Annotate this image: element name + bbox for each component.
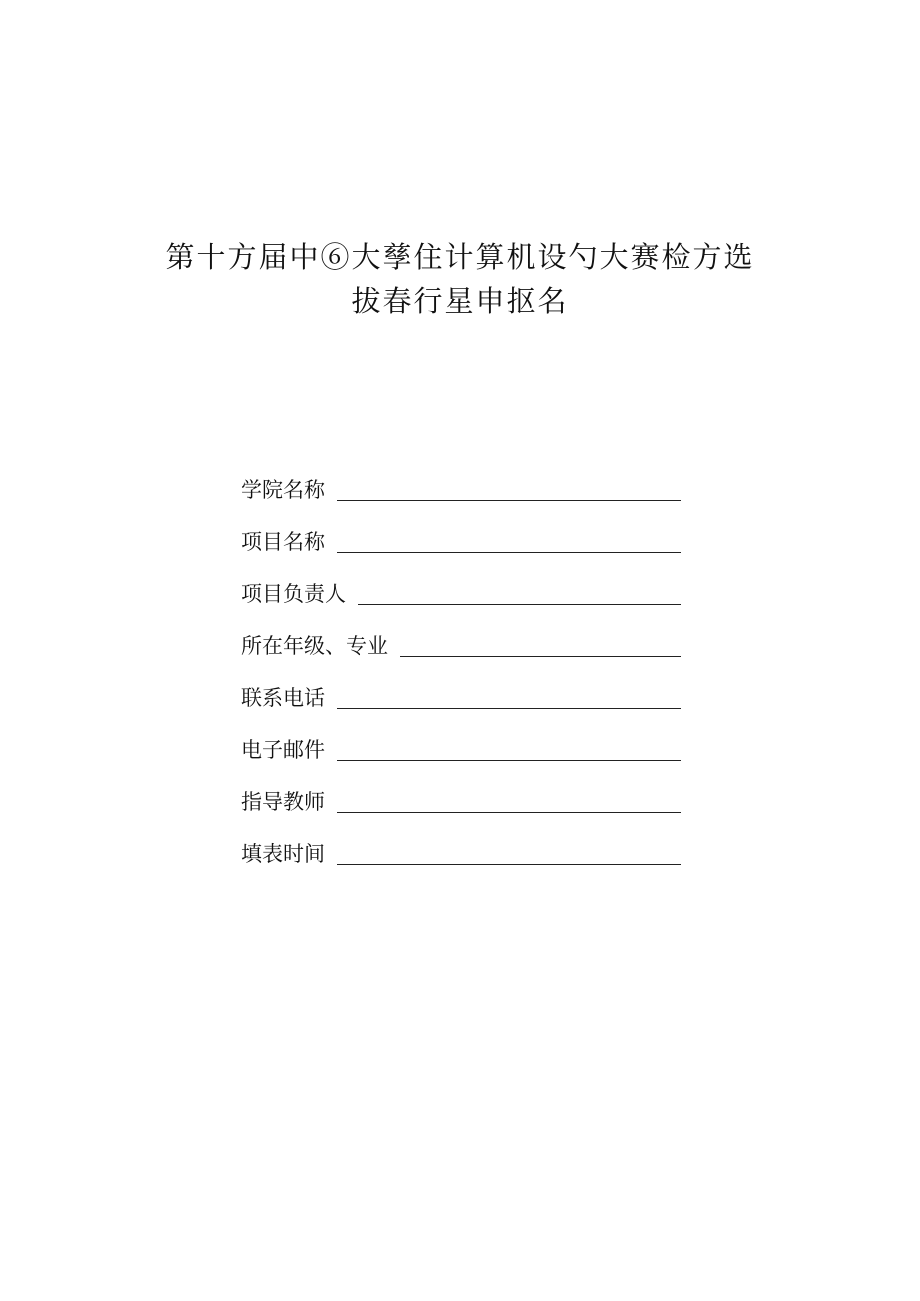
advisor-label: 指导教师 xyxy=(241,790,325,814)
form-row-college xyxy=(241,452,681,504)
fill-date-label: 填表时间 xyxy=(241,842,325,866)
grade-major-blank[interactable] xyxy=(400,630,681,657)
application-form xyxy=(241,452,681,868)
document-title-line-1: 第十方届中⑥大孳住计算机设勺大赛检方选 xyxy=(165,240,755,274)
phone-blank[interactable] xyxy=(337,682,681,709)
email-label: 电子邮件 xyxy=(241,738,325,762)
phone-label: 联系电话 xyxy=(241,686,325,710)
email-blank[interactable] xyxy=(337,734,681,761)
form-row-email xyxy=(241,712,681,764)
college-name-blank[interactable] xyxy=(337,474,681,501)
fill-date-blank[interactable] xyxy=(337,838,681,865)
form-row-advisor xyxy=(241,764,681,816)
project-leader-blank[interactable] xyxy=(358,578,681,605)
college-name-label: 学院名称 xyxy=(241,478,325,502)
form-row-project-name xyxy=(241,504,681,556)
project-name-label: 项目名称 xyxy=(241,530,325,554)
project-leader-label: 项目负责人 xyxy=(241,582,346,606)
grade-major-label: 所在年级、专业 xyxy=(241,634,388,658)
document-title-line-2: 拔春行星申抠名 xyxy=(351,284,569,318)
form-row-fill-date xyxy=(241,816,681,868)
advisor-blank[interactable] xyxy=(337,786,681,813)
project-name-blank[interactable] xyxy=(337,526,681,553)
form-row-phone xyxy=(241,660,681,712)
form-row-project-leader xyxy=(241,556,681,608)
form-row-grade-major xyxy=(241,608,681,660)
